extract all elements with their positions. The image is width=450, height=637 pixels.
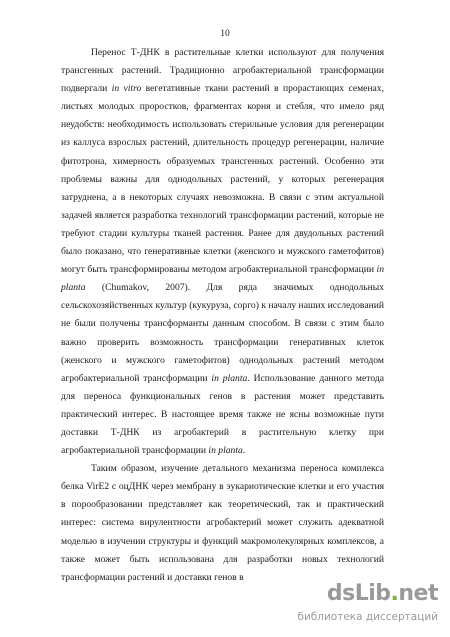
italic-term: in planta — [208, 445, 243, 457]
text-run: Перенос Т-ДНК в растительные клетки используют для получения трансгенных растений. Традиционно агробактериальной трансформации подвергали — [61, 47, 384, 95]
document-body — [61, 44, 384, 587]
paragraph-transfer-tdna — [61, 44, 384, 460]
dslib-watermark — [297, 581, 442, 629]
text-run: . Использование данного метода для переноса функциональных генов в растения может представить практический интерес. В настоящее время также не ясны возможные пути доставки Т-ДНК из агробактерий в растительную клетку при агробактериальной трансформации — [61, 372, 384, 457]
dslib-logo — [327, 581, 438, 606]
text-run: . — [242, 445, 246, 457]
text-run: (Chumakov, 2007). Для ряда значимых однодольных сельскохозяйственных культур (кукуруза, сорго) к началу наших исследований не были получены трансформанты данным способом. В связи с этим было важно проверить возможность трансформации генеративных клеток (женского и мужского гаметофитов) однодольных растений методом агробактериальной трансформации — [61, 282, 384, 384]
page-number: 10 — [220, 29, 230, 39]
italic-term: in planta — [61, 264, 384, 294]
italic-term: in vitro — [111, 83, 142, 95]
logo-tld: net — [398, 581, 438, 606]
text-run: вегетативные ткани растений в прорастающих семенах, листьях молодых проростков, фрагментах корня и стебля, что имело ряд неудобств: необходимость использовать стерильные условия для регенерации из каллуса взрослых растений, длительность процедур регенерации, наличие фитотрона, химерность образуемых трансгенных растений. Особенно эти проблемы важны для однодольных растений, у которых регенерация затруднена, а в некоторых случаях невозможна. В связи с этим актуальной задачей является разработка технологий трансформации растений, которые не требуют стадии культуры тканей растения. Ранее для двудольных растений было показано, что генеративные клетки (женского и мужского гаметофитов) могут быть трансформированы методом агробактериальной трансформации — [61, 83, 385, 276]
watermark-subtitle: библиотека диссертаций — [297, 611, 438, 623]
logo-main: dsLib — [326, 581, 391, 606]
logo-dot: . — [390, 581, 399, 606]
italic-term: in planta — [211, 372, 248, 384]
paragraph-conclusion: Таким образом, изучение детального механизма переноса комплекса белка VirE2 с оцДНК через мембрану в эукариотические клетки и его участия в порообразовании представляет как теоретический, так и практический интерес: система вирулентности агробактерий может служить адекватной моделью в изучении структуры и функций макромолекулярных комплексов, а также может быть использована для разработки новых технологий трансформации растений и доставки генов в — [61, 463, 384, 583]
